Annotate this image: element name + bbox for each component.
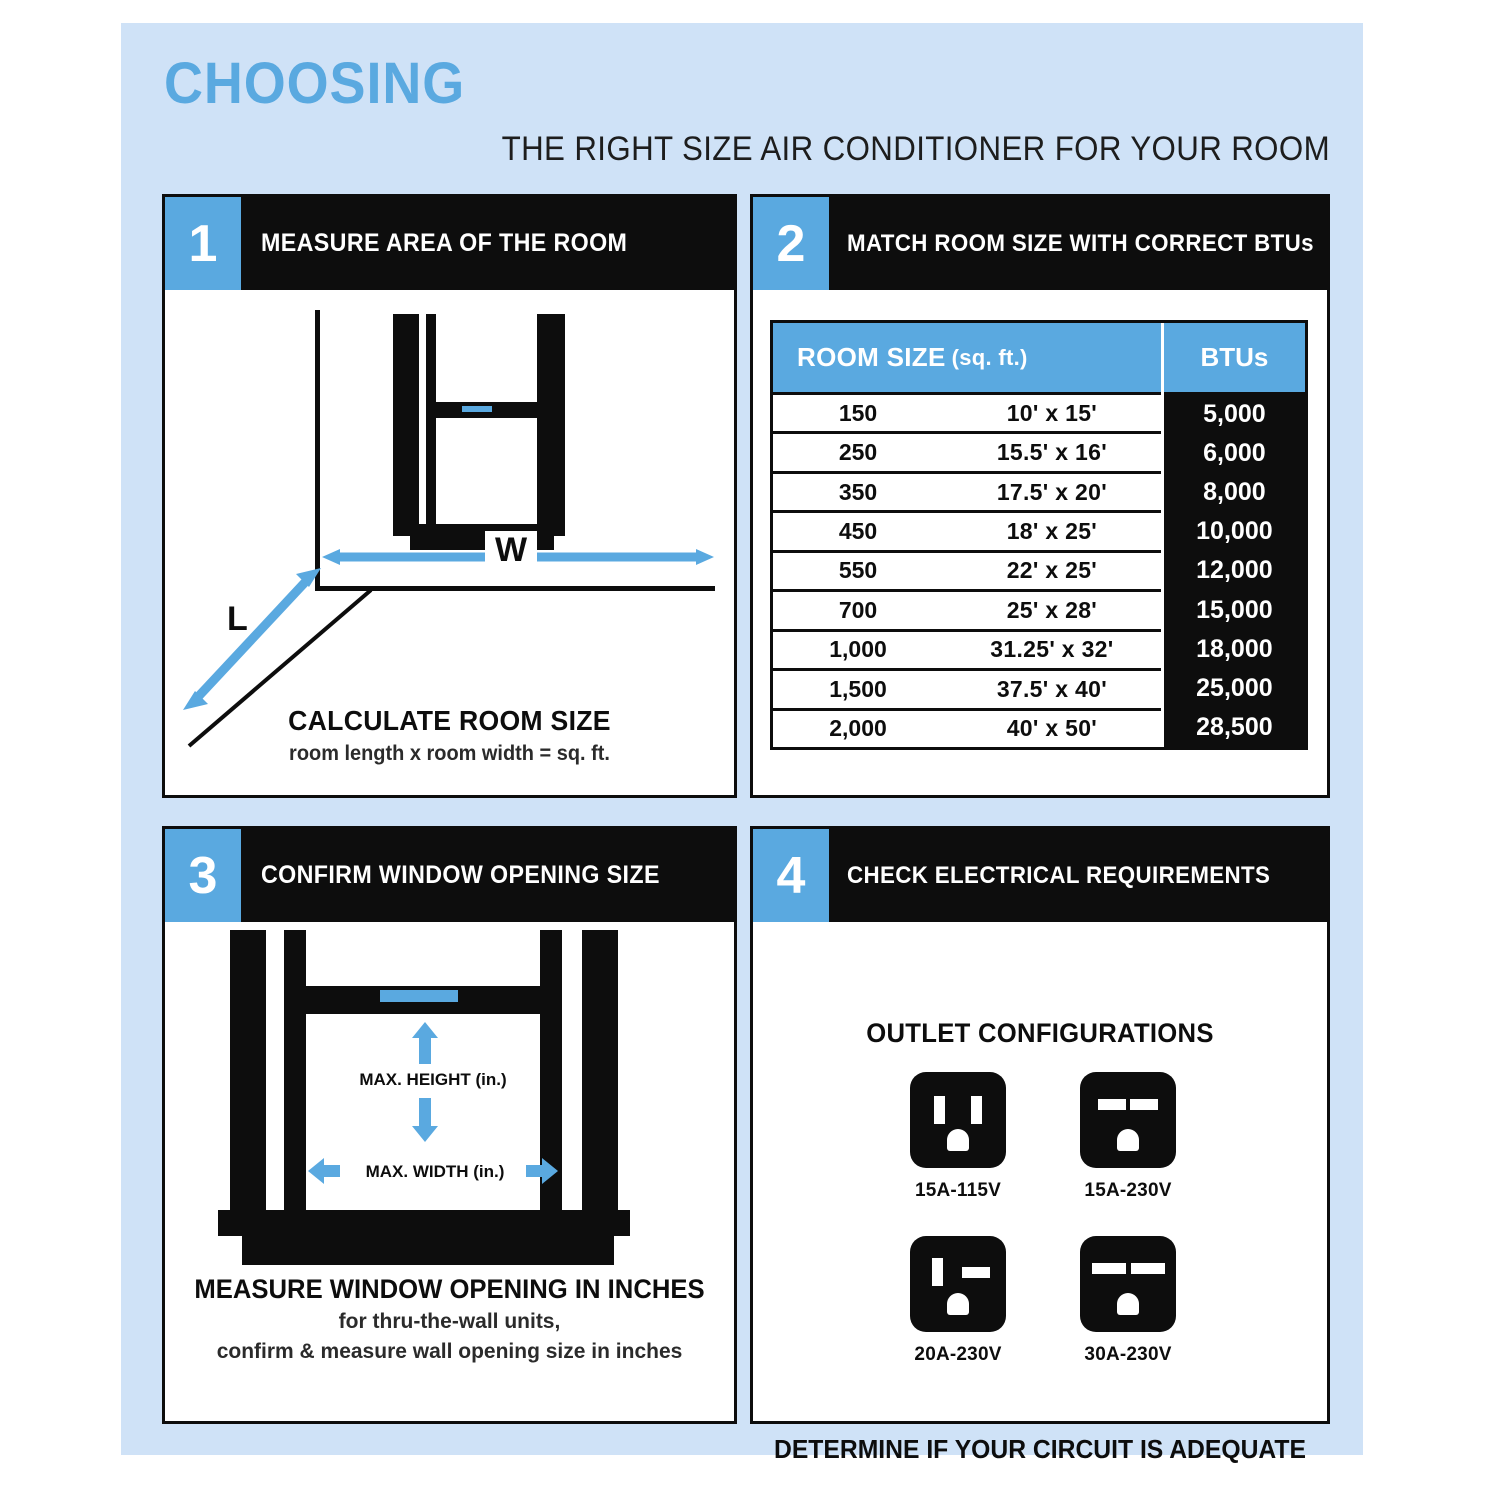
cell-btus: 25,000 [1196, 673, 1273, 702]
arrow-down-icon [412, 1098, 438, 1142]
cell-room-size: 1,500 [829, 675, 887, 702]
page-subtitle: THE RIGHT SIZE AIR CONDITIONER FOR YOUR ROOM [501, 130, 1330, 168]
panel-3-caption-line2: for thru-the-wall units, [338, 1310, 561, 1333]
outlet-icon [910, 1236, 1006, 1332]
cell-room-size: 1,000 [829, 636, 887, 663]
label-max-height: MAX. HEIGHT (in.) [359, 1070, 507, 1089]
outlet-ground-pin [1117, 1293, 1139, 1315]
window-accent-bar [380, 990, 458, 1002]
btu-table-right-column [1161, 323, 1305, 747]
cell-room-dimensions: 31.25' x 32' [990, 636, 1114, 663]
cell-room-size: 150 [838, 399, 878, 426]
cell-room-size: 700 [838, 596, 878, 623]
cell-btus: 6,000 [1203, 439, 1266, 468]
cell-room-size: 450 [838, 518, 878, 545]
arrow-right-icon [526, 1158, 558, 1184]
outlet-grid [873, 1072, 1213, 1366]
cell-btus: 12,000 [1196, 556, 1273, 585]
label-room-width: W [485, 531, 537, 570]
table-header-room-size-unit: (sq. ft.) [951, 344, 1028, 370]
window-frame-left [393, 314, 419, 536]
cell-btus: 28,500 [1196, 712, 1273, 741]
outlet-label: 15A-115V [914, 1180, 1002, 1201]
panel-3-caption-main: MEASURE WINDOW OPENING IN INCHES [194, 1274, 705, 1304]
arrow-up-icon [412, 1022, 438, 1064]
cell-btus: 18,000 [1196, 634, 1273, 663]
panel-4-title: CHECK ELECTRICAL REQUIREMENTS [847, 861, 1271, 889]
table-row [773, 711, 1161, 747]
panel-step-1 [162, 194, 737, 798]
window-jamb-left [284, 930, 306, 1212]
table-row [773, 513, 1161, 552]
window-inner-stile-left [426, 314, 436, 536]
panel-step-4 [750, 826, 1330, 1464]
outlet-icon [1080, 1236, 1176, 1332]
step-number-1: 1 [165, 197, 241, 290]
outlet-cell [873, 1072, 1043, 1202]
btu-table-rows-left [773, 395, 1161, 747]
cell-room-dimensions: 18' x 25' [1006, 518, 1098, 545]
window-illustration [393, 314, 603, 564]
panel-3-body [165, 922, 734, 1421]
panel-step-2 [750, 194, 1330, 798]
cell-room-size: 350 [838, 478, 878, 505]
panel-1-caption-main: CALCULATE ROOM SIZE [288, 705, 611, 736]
outlet-slot [1130, 1099, 1158, 1110]
table-row [773, 671, 1161, 710]
table-header-room-size-text: ROOM SIZE [797, 342, 946, 372]
step-number-4: 4 [753, 829, 829, 922]
cell-room-size: 550 [838, 557, 878, 584]
panel-2-body [753, 290, 1327, 795]
outlet-label: 30A-230V [1084, 1344, 1172, 1365]
panel-4-body [753, 922, 1327, 1464]
panel-1-body [165, 290, 734, 795]
panel-2-header [753, 197, 1327, 290]
label-room-length: L [227, 600, 248, 638]
step-number-2: 2 [753, 197, 829, 290]
cell-btus: 15,000 [1196, 595, 1273, 624]
outlet-icon [1080, 1072, 1176, 1168]
table-header-room-size [773, 323, 1161, 395]
window-frame-right [537, 314, 565, 536]
panel-1-caption-sub: room length x room width = sq. ft. [289, 742, 610, 765]
cell-room-dimensions: 15.5' x 16' [996, 439, 1107, 466]
cell-room-dimensions: 40' x 50' [1006, 715, 1098, 742]
outlet-icon [910, 1072, 1006, 1168]
panel-4-caption: DETERMINE IF YOUR CIRCUIT IS ADEQUATE [774, 1434, 1306, 1464]
outlet-slot [962, 1267, 990, 1278]
outlet-cell [1043, 1236, 1213, 1366]
panel-3-header [165, 829, 734, 922]
room-wall-horizontal [315, 586, 715, 591]
table-row [773, 395, 1161, 434]
panel-4-header [753, 829, 1327, 922]
panel-3-caption-line3: confirm & measure wall opening size in inches [216, 1340, 683, 1363]
cell-room-dimensions: 17.5' x 20' [996, 478, 1107, 505]
cell-room-size: 2,000 [829, 715, 887, 742]
outlet-slot [971, 1096, 982, 1124]
outlet-cell [873, 1236, 1043, 1366]
btu-table [770, 320, 1308, 750]
btu-table-left-columns [773, 323, 1161, 747]
outlet-slot [1098, 1099, 1126, 1110]
table-header-btus: BTUs [1164, 323, 1305, 395]
table-row [773, 434, 1161, 473]
outlet-label: 20A-230V [914, 1344, 1002, 1365]
window-accent-bar [462, 406, 492, 412]
cell-btus: 5,000 [1203, 400, 1266, 429]
btu-table-rows-right [1164, 395, 1305, 747]
table-row [773, 474, 1161, 513]
outlet-configurations-title: OUTLET CONFIGURATIONS [866, 1018, 1214, 1048]
wall-right [582, 930, 618, 1210]
table-row [773, 632, 1161, 671]
cell-room-dimensions: 10' x 15' [1006, 399, 1098, 426]
panel-2-title: MATCH ROOM SIZE WITH CORRECT BTUs [847, 229, 1314, 257]
room-wall-vertical [315, 310, 320, 590]
panel-1-title: MEASURE AREA OF THE ROOM [261, 229, 628, 257]
panel-3-title: CONFIRM WINDOW OPENING SIZE [261, 861, 660, 889]
cell-btus: 8,000 [1203, 478, 1266, 507]
arrow-left-icon [308, 1158, 340, 1184]
cell-btus: 10,000 [1196, 517, 1273, 546]
table-row [773, 553, 1161, 592]
cell-room-dimensions: 25' x 28' [1006, 596, 1098, 623]
panel-1-header [165, 197, 734, 290]
window-opening-illustration [230, 930, 670, 1260]
outlet-ground-pin [947, 1129, 969, 1151]
cell-room-size: 250 [838, 439, 878, 466]
window-base [242, 1233, 614, 1265]
label-max-width: MAX. WIDTH (in.) [365, 1162, 505, 1181]
wall-left [230, 930, 266, 1210]
cell-room-dimensions: 37.5' x 40' [996, 675, 1107, 702]
outlet-label: 15A-230V [1084, 1180, 1172, 1201]
outlet-ground-pin [1117, 1129, 1139, 1151]
page-title: CHOOSING [164, 51, 466, 116]
outlet-slot [934, 1096, 945, 1124]
length-double-arrow-icon [175, 560, 325, 720]
panel-step-3 [162, 826, 737, 1424]
step-number-3: 3 [165, 829, 241, 922]
outlet-ground-pin [947, 1293, 969, 1315]
outlet-cell [1043, 1072, 1213, 1202]
cell-room-dimensions: 22' x 25' [1006, 557, 1098, 584]
outlet-slot [932, 1258, 943, 1286]
table-row [773, 592, 1161, 631]
outlet-slot [1092, 1263, 1126, 1274]
outlet-slot [1131, 1263, 1165, 1274]
